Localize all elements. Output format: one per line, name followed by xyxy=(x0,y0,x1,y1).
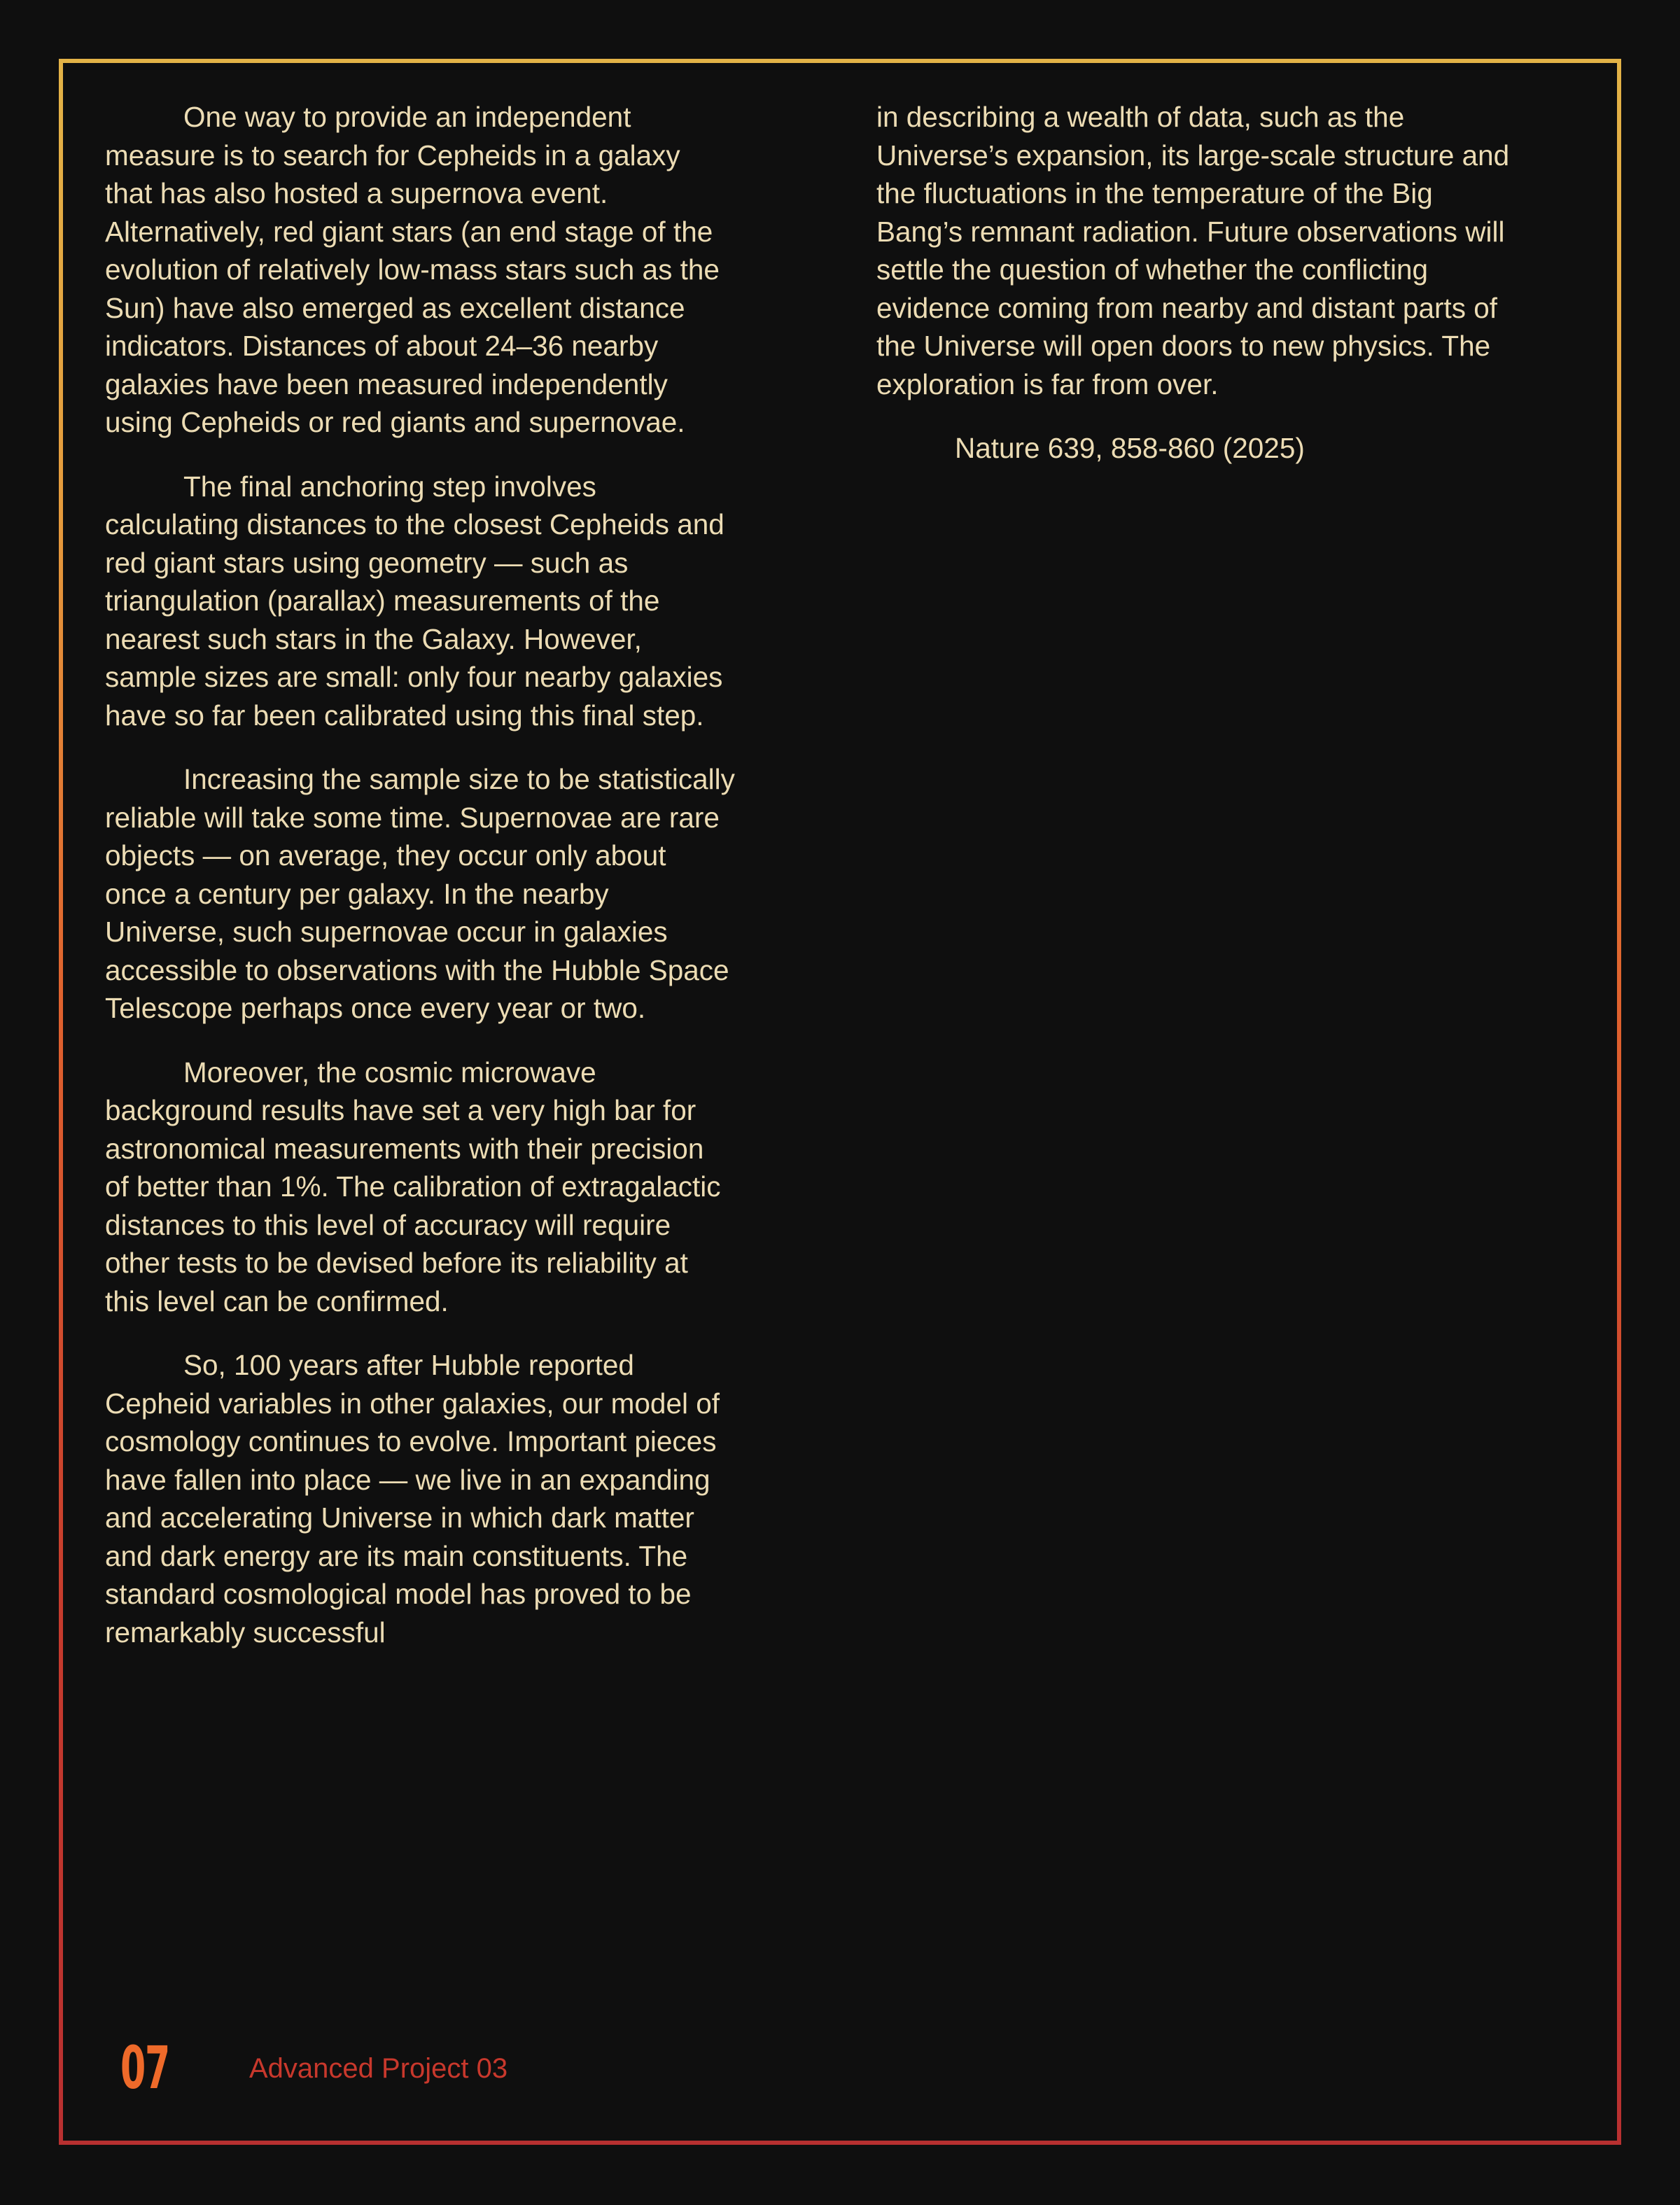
footer-title: Advanced Project 03 xyxy=(249,2053,508,2084)
paragraph-cepheids-supernova: One way to provide an independent measure is to search for Cepheids in a galaxy that has also hosted a supernova event. Alternatively, red giant stars (an end stage of the evolution of relatively low-mass stars such as the Sun) have also emerged as excellent distance indicators. Distances of about 24–36 nearby galaxies have been measured independently using Cepheids or red giants and supernovae. xyxy=(105,101,720,438)
left-text-column xyxy=(105,98,735,1677)
paragraph-sample-size: Increasing the sample size to be statistically reliable will take some time. Supernovae are rare objects — on average, they occur only about once a century per galaxy. In the nearby Universe, such supernovae occur in galaxies accessible to observations with the Hubble Space Telescope perhaps once every year or two. xyxy=(105,763,735,1024)
citation: Nature 639, 858-860 (2025) xyxy=(955,432,1305,464)
page-number: 07 xyxy=(120,2033,170,2102)
paragraph-anchoring-step: The final anchoring step involves calculating distances to the closest Cepheids and red giant stars using geometry — such as triangulation (parallax) measurements of the nearest such stars in the Galaxy. However, sample sizes are small: only four nearby galaxies have so far been calibrated using this final step. xyxy=(105,470,724,732)
right-text-column xyxy=(876,98,1520,493)
paragraph-continuation: in describing a wealth of data, such as the Universe’s expansion, its large-scale structure and the fluctuations in the temperature of the Big Bang’s remnant radiation. Future observations will settle the question of whether the conflicting evidence coming from nearby and distant parts of the Universe will open doors to new physics. The exploration is far from over. xyxy=(876,101,1510,400)
paragraph-microwave-background: Moreover, the cosmic microwave background results have set a very high bar for astronomical measurements with their precision of better than 1%. The calibration of extragalactic distances to this level of accuracy will require other tests to be devised before its reliability at this level can be confirmed. xyxy=(105,1056,721,1317)
paragraph-cosmology-evolves: So, 100 years after Hubble reported Cepheid variables in other galaxies, our model of cosmology continues to evolve. Important pieces have fallen into place — we live in an expanding and accelerating Universe in which dark matter and dark energy are its main constituents. The standard cosmological model has proved to be remarkably successful xyxy=(105,1349,720,1648)
